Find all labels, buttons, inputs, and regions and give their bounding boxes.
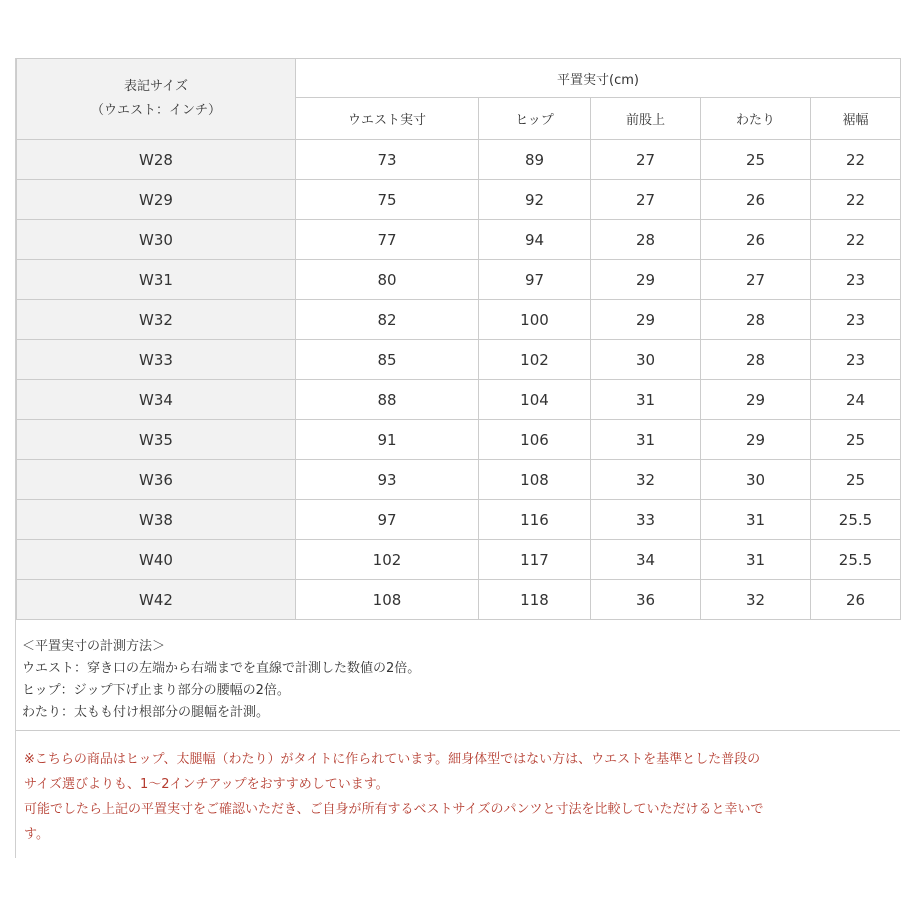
column-header-hip: ヒップ <box>479 98 591 140</box>
row-size-label: W32 <box>17 300 296 340</box>
cell-front-rise: 34 <box>591 540 701 580</box>
cell-waist: 93 <box>296 460 479 500</box>
cell-hem-width: 25.5 <box>811 540 901 580</box>
table-row <box>17 180 901 220</box>
row-size-label: W38 <box>17 500 296 540</box>
warning-line: す。 <box>24 827 49 842</box>
warning-line: 可能でしたら上記の平置実寸をご確認いただき、ご自身が所有するベストサイズのパンツと寸法を比較していただけると幸いで <box>24 802 764 817</box>
cell-hip: 104 <box>479 380 591 420</box>
cell-waist: 75 <box>296 180 479 220</box>
cell-front-rise: 31 <box>591 420 701 460</box>
notes-line-thigh: わたり：太もも付け根部分の腿幅を計測。 <box>22 705 270 720</box>
cell-hip: 116 <box>479 500 591 540</box>
row-size-label: W33 <box>17 340 296 380</box>
cell-front-rise: 28 <box>591 220 701 260</box>
cell-waist: 102 <box>296 540 479 580</box>
row-size-label: W36 <box>17 460 296 500</box>
cell-front-rise: 32 <box>591 460 701 500</box>
cell-hem-width: 22 <box>811 220 901 260</box>
cell-hip: 100 <box>479 300 591 340</box>
cell-thigh: 29 <box>701 380 811 420</box>
table-row <box>17 300 901 340</box>
cell-front-rise: 33 <box>591 500 701 540</box>
cell-waist: 108 <box>296 580 479 620</box>
notes-line-waist: ウエスト：穿き口の左端から右端までを直線で計測した数値の2倍。 <box>22 661 421 676</box>
warning-line: ※こちらの商品はヒップ、太腿幅（わたり）がタイトに作られています。細身体型ではない方は、ウエストを基準とした普段の <box>24 752 761 767</box>
row-size-label: W30 <box>17 220 296 260</box>
column-header-front-rise: 前股上 <box>591 98 701 140</box>
table-row <box>17 460 901 500</box>
column-header-waist: ウエスト実寸 <box>296 98 479 140</box>
cell-front-rise: 36 <box>591 580 701 620</box>
row-size-label: W35 <box>17 420 296 460</box>
cell-waist: 85 <box>296 340 479 380</box>
cell-waist: 91 <box>296 420 479 460</box>
table-row <box>17 540 901 580</box>
table-row <box>17 380 901 420</box>
cell-hip: 97 <box>479 260 591 300</box>
size-chart <box>15 58 906 858</box>
cell-thigh: 29 <box>701 420 811 460</box>
cell-thigh: 25 <box>701 140 811 180</box>
table-row <box>17 580 901 620</box>
cell-hem-width: 25 <box>811 420 901 460</box>
notes-line-hip: ヒップ：ジップ下げ止まり部分の腰幅の2倍。 <box>22 683 290 698</box>
cell-waist: 82 <box>296 300 479 340</box>
cell-thigh: 27 <box>701 260 811 300</box>
cell-hip: 102 <box>479 340 591 380</box>
cell-hem-width: 25.5 <box>811 500 901 540</box>
cell-thigh: 26 <box>701 180 811 220</box>
cell-hem-width: 26 <box>811 580 901 620</box>
cell-thigh: 31 <box>701 500 811 540</box>
cell-waist: 77 <box>296 220 479 260</box>
cell-hip: 108 <box>479 460 591 500</box>
cell-hip: 89 <box>479 140 591 180</box>
cell-thigh: 30 <box>701 460 811 500</box>
cell-front-rise: 31 <box>591 380 701 420</box>
measurement-notes <box>16 630 900 731</box>
cell-waist: 97 <box>296 500 479 540</box>
cell-hem-width: 22 <box>811 180 901 220</box>
cell-waist: 88 <box>296 380 479 420</box>
cell-hip: 118 <box>479 580 591 620</box>
warning-line: サイズ選びよりも、1〜2インチアップをおすすめしています。 <box>24 777 389 792</box>
size-table <box>16 58 901 620</box>
cell-thigh: 26 <box>701 220 811 260</box>
cell-thigh: 28 <box>701 340 811 380</box>
row-size-label: W42 <box>17 580 296 620</box>
cell-thigh: 28 <box>701 300 811 340</box>
cell-waist: 73 <box>296 140 479 180</box>
table-row <box>17 340 901 380</box>
cell-front-rise: 27 <box>591 180 701 220</box>
cell-front-rise: 29 <box>591 260 701 300</box>
cell-front-rise: 27 <box>591 140 701 180</box>
table-row <box>17 420 901 460</box>
cell-hip: 94 <box>479 220 591 260</box>
table-row <box>17 140 901 180</box>
row-size-label: W29 <box>17 180 296 220</box>
cell-hip: 106 <box>479 420 591 460</box>
row-size-label: W31 <box>17 260 296 300</box>
cell-hem-width: 23 <box>811 300 901 340</box>
column-header-hem-width: 裾幅 <box>811 98 901 140</box>
cell-front-rise: 29 <box>591 300 701 340</box>
measurement-group-header: 平置実寸(cm) <box>296 59 901 98</box>
cell-hem-width: 24 <box>811 380 901 420</box>
row-size-label: W34 <box>17 380 296 420</box>
size-header-line1: 表記サイズ <box>124 79 188 94</box>
cell-thigh: 31 <box>701 540 811 580</box>
row-size-label: W40 <box>17 540 296 580</box>
size-header-line2: （ウエスト：インチ） <box>90 103 221 118</box>
cell-hem-width: 23 <box>811 260 901 300</box>
cell-thigh: 32 <box>701 580 811 620</box>
cell-hip: 92 <box>479 180 591 220</box>
cell-hem-width: 25 <box>811 460 901 500</box>
table-row <box>17 500 901 540</box>
table-row <box>17 220 901 260</box>
size-header <box>17 59 296 140</box>
cell-hem-width: 23 <box>811 340 901 380</box>
fit-warning <box>16 741 900 847</box>
table-row <box>17 260 901 300</box>
cell-waist: 80 <box>296 260 479 300</box>
cell-hip: 117 <box>479 540 591 580</box>
cell-hem-width: 22 <box>811 140 901 180</box>
row-size-label: W28 <box>17 140 296 180</box>
notes-title: ＜平置実寸の計測方法＞ <box>22 639 166 654</box>
cell-front-rise: 30 <box>591 340 701 380</box>
column-header-thigh: わたり <box>701 98 811 140</box>
